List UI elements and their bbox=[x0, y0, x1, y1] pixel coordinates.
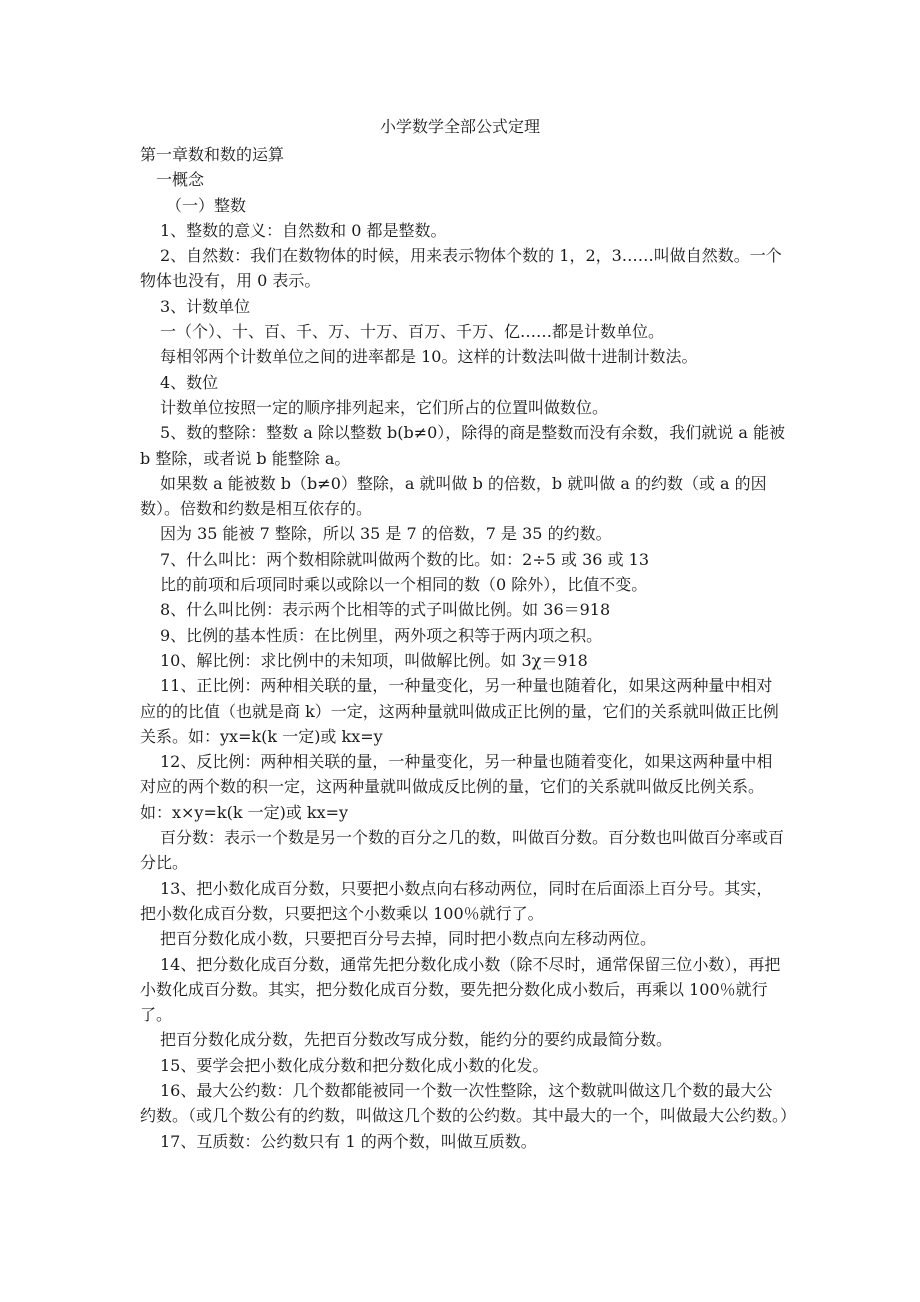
paragraph: 15、要学会把小数化成分数和把分数化成小数的化发。 bbox=[160, 1055, 549, 1075]
paragraph: 8、什么叫比例：表示两个比相等的式子叫做比例。如 36＝918 bbox=[160, 600, 611, 620]
paragraph: 3、计数单位 bbox=[160, 296, 251, 316]
document-body bbox=[140, 142, 797, 1154]
paragraph: 如果数 a 能被数 b（b≠0）整除，a 就叫做 b 的倍数，b 就叫做 a 的约数（或 a 的因数）。倍数和约数是相互依存的。 bbox=[140, 473, 767, 519]
paragraph: 每相邻两个计数单位之间的进率都是 10。这样的计数法叫做十进制计数法。 bbox=[160, 347, 698, 367]
section-heading: 一概念 bbox=[156, 170, 205, 190]
paragraph: 比的前项和后项同时乘以或除以一个相同的数（0 除外），比值不变。 bbox=[160, 575, 648, 595]
paragraph: 计数单位按照一定的顺序排列起来，它们所占的位置叫做数位。 bbox=[160, 397, 609, 417]
paragraph: 一（个）、十、百、千、万、十万、百万、千万、亿……都是计数单位。 bbox=[160, 322, 665, 342]
document-title: 小学数学全部公式定理 bbox=[379, 117, 540, 136]
paragraph: 9、比例的基本性质：在比例里，两外项之积等于两内项之积。 bbox=[160, 625, 603, 645]
paragraph: 1、整数的意义：自然数和 0 都是整数。 bbox=[160, 220, 447, 240]
paragraph: 百分数：表示一个数是另一个数的百分之几的数，叫做百分数。百分数也叫做百分率或百分比。 bbox=[140, 828, 785, 873]
paragraph: 5、数的整除：整数 a 除以整数 b(b≠0），除得的商是整数而没有余数，我们就说 a 能被 b 整除，或者说 b 能整除 a。 bbox=[140, 423, 786, 468]
paragraph: 14、把分数化成百分数，通常先把分数化成小数（除不尽时，通常保留三位小数），再把小数化成百分数。其实，把分数化成百分数，要先把分数化成小数后，再乘以 100％就行了。 bbox=[140, 954, 781, 1025]
paragraph: 把百分数化成小数，只要把百分号去掉，同时把小数点向左移动两位。 bbox=[160, 929, 657, 949]
paragraph: 13、把小数化成百分数，只要把小数点向右移动两位，同时在后面添上百分号。其实，把小数化成百分数，只要把这个小数乘以 100％就行了。 bbox=[140, 878, 773, 923]
paragraph: 2、自然数：我们在数物体的时候，用来表示物体个数的 1，2，3……叫做自然数。一个物体也没有，用 0 表示。 bbox=[140, 246, 782, 291]
subsection-heading: （一）整数 bbox=[166, 195, 247, 215]
paragraph: 16、最大公约数：几个数都能被同一个数一次性整除，这个数就叫做这几个数的最大公约数。（或几个数公有的约数，叫做这几个数的公约数。其中最大的一个，叫做最大公约数。） bbox=[140, 1080, 797, 1126]
paragraph: 因为 35 能被 7 整除，所以 35 是 7 的倍数，7 是 35 的约数。 bbox=[160, 524, 612, 544]
paragraph: 4、数位 bbox=[160, 372, 219, 392]
paragraph: 17、互质数：公约数只有 1 的两个数，叫做互质数。 bbox=[160, 1131, 537, 1151]
chapter-heading: 第一章数和数的运算 bbox=[140, 145, 285, 164]
paragraph: 7、什么叫比：两个数相除就叫做两个数的比。如：2÷5 或 36 或 13 bbox=[160, 549, 650, 569]
paragraph: 把百分数化成分数，先把百分数改写成分数，能约分的要约成最简分数。 bbox=[160, 1030, 673, 1050]
paragraph: 12、反比例：两种相关联的量，一种量变化，另一种量也随着变化，如果这两种量中相对应的两个数的积一定，这两种量就叫做成反比例的量，它们的关系就叫做反比例关系。如：x×y=k(k 一定)或 kx=y bbox=[140, 752, 773, 822]
paragraph: 11、正比例：两种相关联的量，一种量变化，另一种量也随着化，如果这两种量中相对应的的比值（也就是商 k）一定，这两种量就叫做成正比例的量，它们的关系就叫做正比例关系。如：yx=k(k 一定)或 kx=y bbox=[140, 676, 779, 746]
paragraph: 10、解比例：求比例中的未知项，叫做解比例。如 3χ＝918 bbox=[160, 650, 588, 670]
